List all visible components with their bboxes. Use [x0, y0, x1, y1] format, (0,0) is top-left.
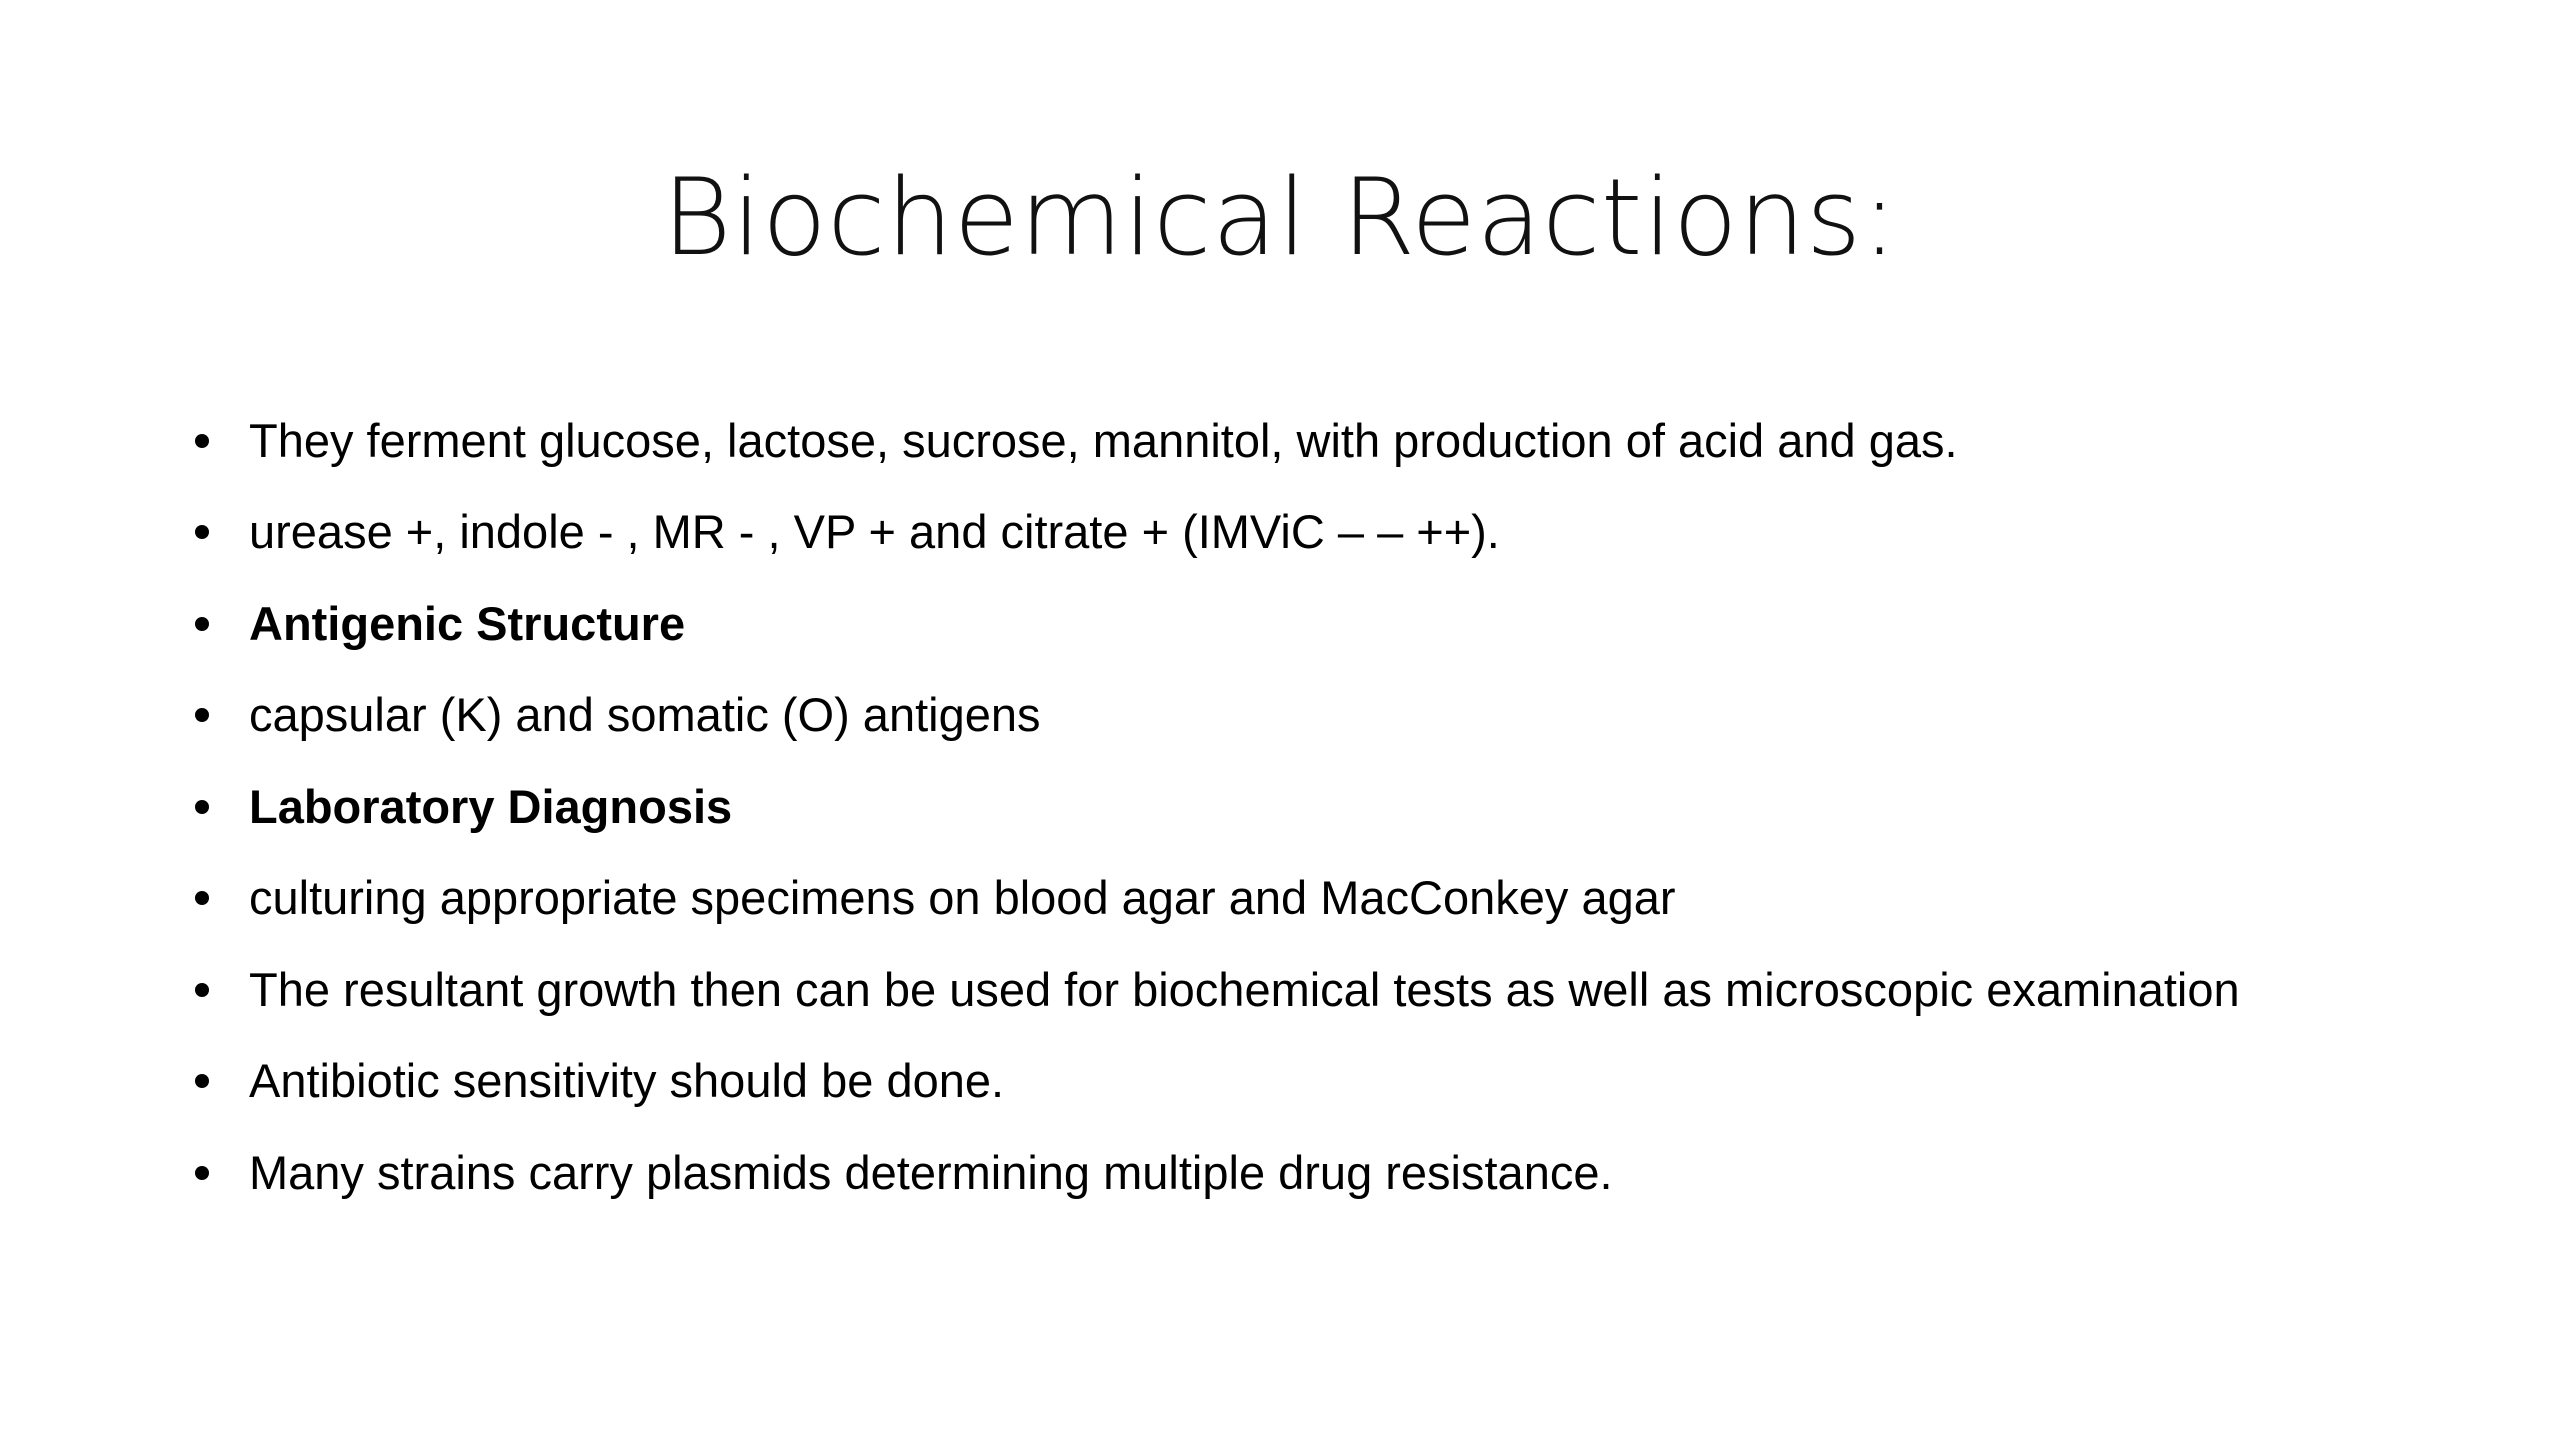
bullet-dot-icon: [195, 983, 209, 997]
bullet-text: They ferment glucose, lactose, sucrose, mannitol, with production of acid and gas.: [249, 413, 1958, 467]
slide-title: Biochemical Reactions:: [662, 156, 1898, 279]
bullet-dot-icon: [195, 800, 209, 814]
bullet-item-plasmids: [193, 1127, 2493, 1219]
bullet-dot-icon: [195, 1166, 209, 1180]
bullet-text: capsular (K) and somatic (O) antigens: [249, 688, 1041, 742]
bullet-text: Many strains carry plasmids determining multiple drug resistance.: [249, 1145, 1613, 1199]
bullet-item-antigenic-heading: [193, 578, 2493, 670]
bullet-dot-icon: [195, 525, 209, 539]
bullet-text: The resultant growth then can be used for biochemical tests as well as microscopic examination: [249, 962, 2240, 1016]
bullet-item-growth: [193, 944, 2493, 1036]
section-heading: Antigenic Structure: [249, 596, 686, 650]
bullet-dot-icon: [195, 708, 209, 722]
bullet-text: Antibiotic sensitivity should be done.: [249, 1054, 1005, 1108]
bullet-item-imvic: [193, 487, 2493, 579]
bullet-item-culturing: [193, 853, 2493, 945]
bullet-text: culturing appropriate specimens on blood agar and MacConkey agar: [249, 871, 1676, 925]
bullet-list: [193, 395, 2493, 1219]
bullet-item-diagnosis-heading: [193, 761, 2493, 853]
bullet-dot-icon: [195, 617, 209, 631]
bullet-dot-icon: [195, 434, 209, 448]
section-heading: Laboratory Diagnosis: [249, 779, 733, 833]
bullet-item-sensitivity: [193, 1036, 2493, 1128]
bullet-dot-icon: [195, 1074, 209, 1088]
bullet-text: urease +, indole - , MR - , VP + and citrate + (IMViC – – ++).: [249, 505, 1500, 559]
bullet-item-fermentation: [193, 395, 2493, 487]
bullet-item-antigens: [193, 670, 2493, 762]
bullet-dot-icon: [195, 891, 209, 905]
